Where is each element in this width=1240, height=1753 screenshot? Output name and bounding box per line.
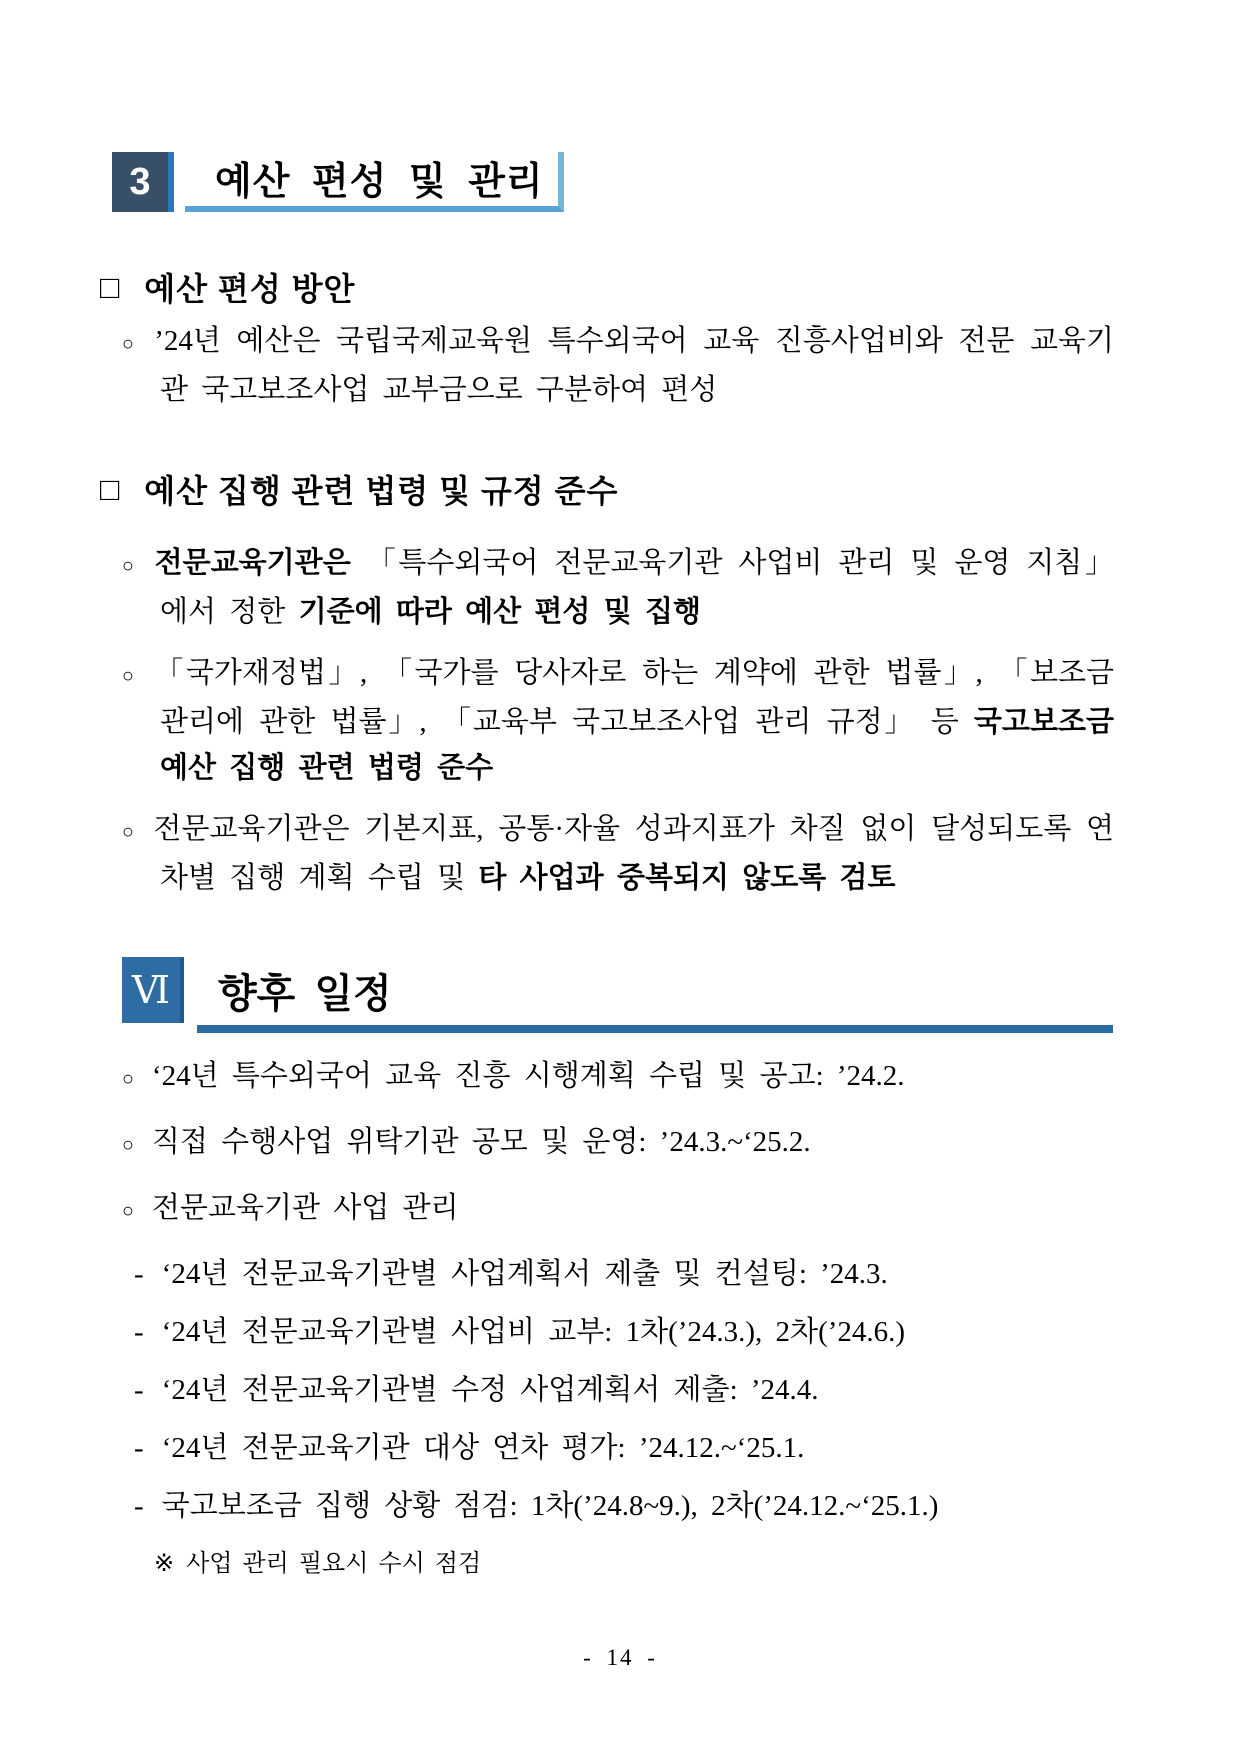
budget-plan-bullets <box>122 318 1114 428</box>
page-footer <box>0 1645 1240 1671</box>
schedule-item-text: 전문교육기관 사업 관리 <box>151 1192 459 1224</box>
schedule-item <box>134 1254 1122 1294</box>
chapter-title-box <box>185 152 564 212</box>
chapter-number: 3 <box>129 160 151 203</box>
schedule-item-marker-icon: ○ <box>122 1200 134 1222</box>
section-heading-text: 예산 편성 방안 <box>144 271 356 307</box>
schedule-item-text: ‘24년 특수외국어 교육 진흥 시행계획 수립 및 공고: ’24.2. <box>151 1060 905 1092</box>
schedule-item <box>134 1428 1122 1468</box>
bullet-paragraph <box>122 318 1114 413</box>
chapter-number-badge <box>112 152 174 212</box>
chapter-title: 예산 편성 및 관리 <box>215 160 544 203</box>
schedule-roman-numeral-badge <box>122 957 184 1023</box>
schedule-item-marker-icon: - <box>134 1374 144 1406</box>
circle-bullet-icon: ○ <box>122 555 137 577</box>
section-heading-text: 예산 집행 관련 법령 및 규정 준수 <box>144 473 619 509</box>
section-heading-budget-compliance <box>100 466 618 512</box>
bullet-text: ’24년 예산은 국립국제교육원 특수외국어 교육 진흥사업비와 전문 교육기관 국고보조사업 교부금으로 구분하여 편성 <box>154 325 1114 406</box>
bullet-text: 「국가재정법」, 「국가를 당사자로 하는 계약에 관한 법률」, 「보조금 관리에 관한 법률」, 「교육부 국고보조사업 관리 규정」 등 <box>154 657 1114 738</box>
schedule-item <box>122 1188 1122 1231</box>
schedule-item-marker-icon: ○ <box>122 1134 134 1156</box>
schedule-list <box>122 1056 1122 1607</box>
schedule-underline-rule <box>197 1025 1113 1033</box>
bullet-text-bold: 국고보조금 예산 집행 관련 법령 준수 <box>160 706 1114 784</box>
circle-bullet-icon: ○ <box>122 665 137 687</box>
schedule-item-text: ‘24년 전문교육기관별 사업계획서 제출 및 컨설팅: ’24.3. <box>161 1258 888 1290</box>
schedule-item-marker-icon: - <box>134 1432 144 1464</box>
circle-bullet-icon: ○ <box>122 821 136 843</box>
square-bullet-icon: □ <box>100 471 121 507</box>
section-heading-budget-plan <box>100 264 355 310</box>
bullet-paragraph <box>122 650 1114 791</box>
chapter-header <box>112 152 564 212</box>
schedule-item-marker-icon: - <box>134 1490 144 1522</box>
schedule-title: 향후 일정 <box>218 971 392 1016</box>
bullet-text-bold: 기준에 따라 예산 편성 및 집행 <box>298 596 701 628</box>
square-bullet-icon: □ <box>100 269 121 305</box>
schedule-item-text: 직접 수행사업 위탁기관 공모 및 운영: ’24.3.~‘25.2. <box>151 1126 811 1158</box>
page-number: - 14 - <box>583 1645 657 1670</box>
schedule-item <box>122 1122 1122 1165</box>
schedule-item <box>134 1486 1122 1526</box>
bullet-text-bold: 타 사업과 중복되지 않도록 검토 <box>478 862 896 894</box>
schedule-item <box>134 1312 1122 1352</box>
budget-compliance-bullets <box>122 540 1114 916</box>
bullet-text-bold: 전문교육기관은 <box>154 547 351 579</box>
schedule-item-text: ‘24년 전문교육기관 대상 연차 평가: ’24.12.~‘25.1. <box>161 1432 805 1464</box>
schedule-item-text: 국고보조금 집행 상황 점검: 1차(’24.8~9.), 2차(’24.12.~‘25.1.) <box>161 1490 939 1522</box>
schedule-item-marker-icon: ○ <box>122 1068 134 1090</box>
schedule-item-marker-icon: - <box>134 1258 144 1290</box>
bullet-paragraph <box>122 540 1114 635</box>
schedule-item-text: ‘24년 전문교육기관별 사업비 교부: 1차(’24.3.), 2차(’24.6.) <box>161 1316 906 1348</box>
schedule-item <box>122 1056 1122 1099</box>
schedule-section-header <box>122 957 392 1023</box>
schedule-item-marker-icon: - <box>134 1316 144 1348</box>
bullet-text: 「특수외국어 전문교육기관 사업비 관리 및 운영 지침」에서 정한 <box>160 547 1115 628</box>
bullet-text: 전문교육기관은 기본지표, 공통·자율 성과지표가 차질 없이 달성되도록 연차별 집행 계획 수립 및 <box>153 813 1114 894</box>
schedule-item-text: 사업 관리 필요시 수시 점검 <box>186 1551 482 1577</box>
circle-bullet-icon: ○ <box>122 333 137 355</box>
schedule-item-marker-icon: ※ <box>154 1551 175 1577</box>
bullet-paragraph <box>122 806 1114 901</box>
schedule-item-text: ‘24년 전문교육기관별 수정 사업계획서 제출: ’24.4. <box>161 1374 819 1406</box>
schedule-roman-numeral: Ⅵ <box>131 969 171 1012</box>
schedule-item <box>134 1370 1122 1410</box>
schedule-item <box>154 1544 1122 1584</box>
